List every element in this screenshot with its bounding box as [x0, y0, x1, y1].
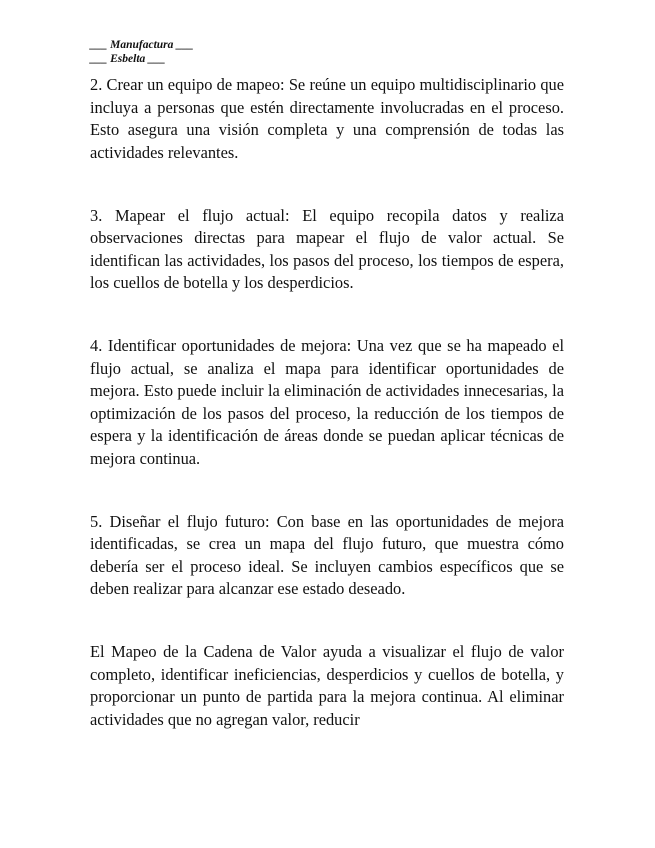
paragraph-step-4: 4. Identificar oportunidades de mejora: Una vez que se ha mapeado el flujo actual, se analiza el mapa para identificar oportunidades de mejora. Esto puede incluir la eliminación de actividades innecesarias, la optimización de los pasos del proceso, la reducción de los tiempos de espera y la identificación de áreas donde se puedan aplicar técnicas de mejora continua. — [90, 336, 564, 468]
paragraph-step-3: 3. Mapear el flujo actual: El equipo recopila datos y realiza observaciones directas para mapear el flujo de valor actual. Se identifican las actividades, los pasos del proceso, los tiempos de espera, los cuellos de botella y los desperdicios. — [90, 205, 564, 292]
body-text — [90, 74, 564, 731]
paragraph-step-5: 5. Diseñar el flujo futuro: Con base en las oportunidades de mejora identificadas, se crea un mapa del flujo futuro, que muestra cómo debería ser el proceso ideal. Se incluyen cambios específicos que se deben realizar para alcanzar ese estado deseado. — [90, 511, 564, 598]
paragraph-summary: El Mapeo de la Cadena de Valor ayuda a visualizar el flujo de valor completo, identificar ineficiencias, desperdicios y cuellos de botella, y proporcionar un punto de partida para la mejora continua. Al eliminar actividades que no agregan valor, reducir — [90, 642, 564, 729]
header-line-2: ___ Esbelta ___ — [90, 53, 166, 65]
running-header — [90, 38, 194, 66]
paragraph-step-2: 2. Crear un equipo de mapeo: Se reúne un equipo multidisciplinario que incluya a personas que estén directamente involucradas en el proceso. Esto asegura una visión completa y una comprensión de todas las actividades relevantes. — [90, 75, 564, 162]
header-line-1: ___ Manufactura ___ — [90, 39, 194, 51]
